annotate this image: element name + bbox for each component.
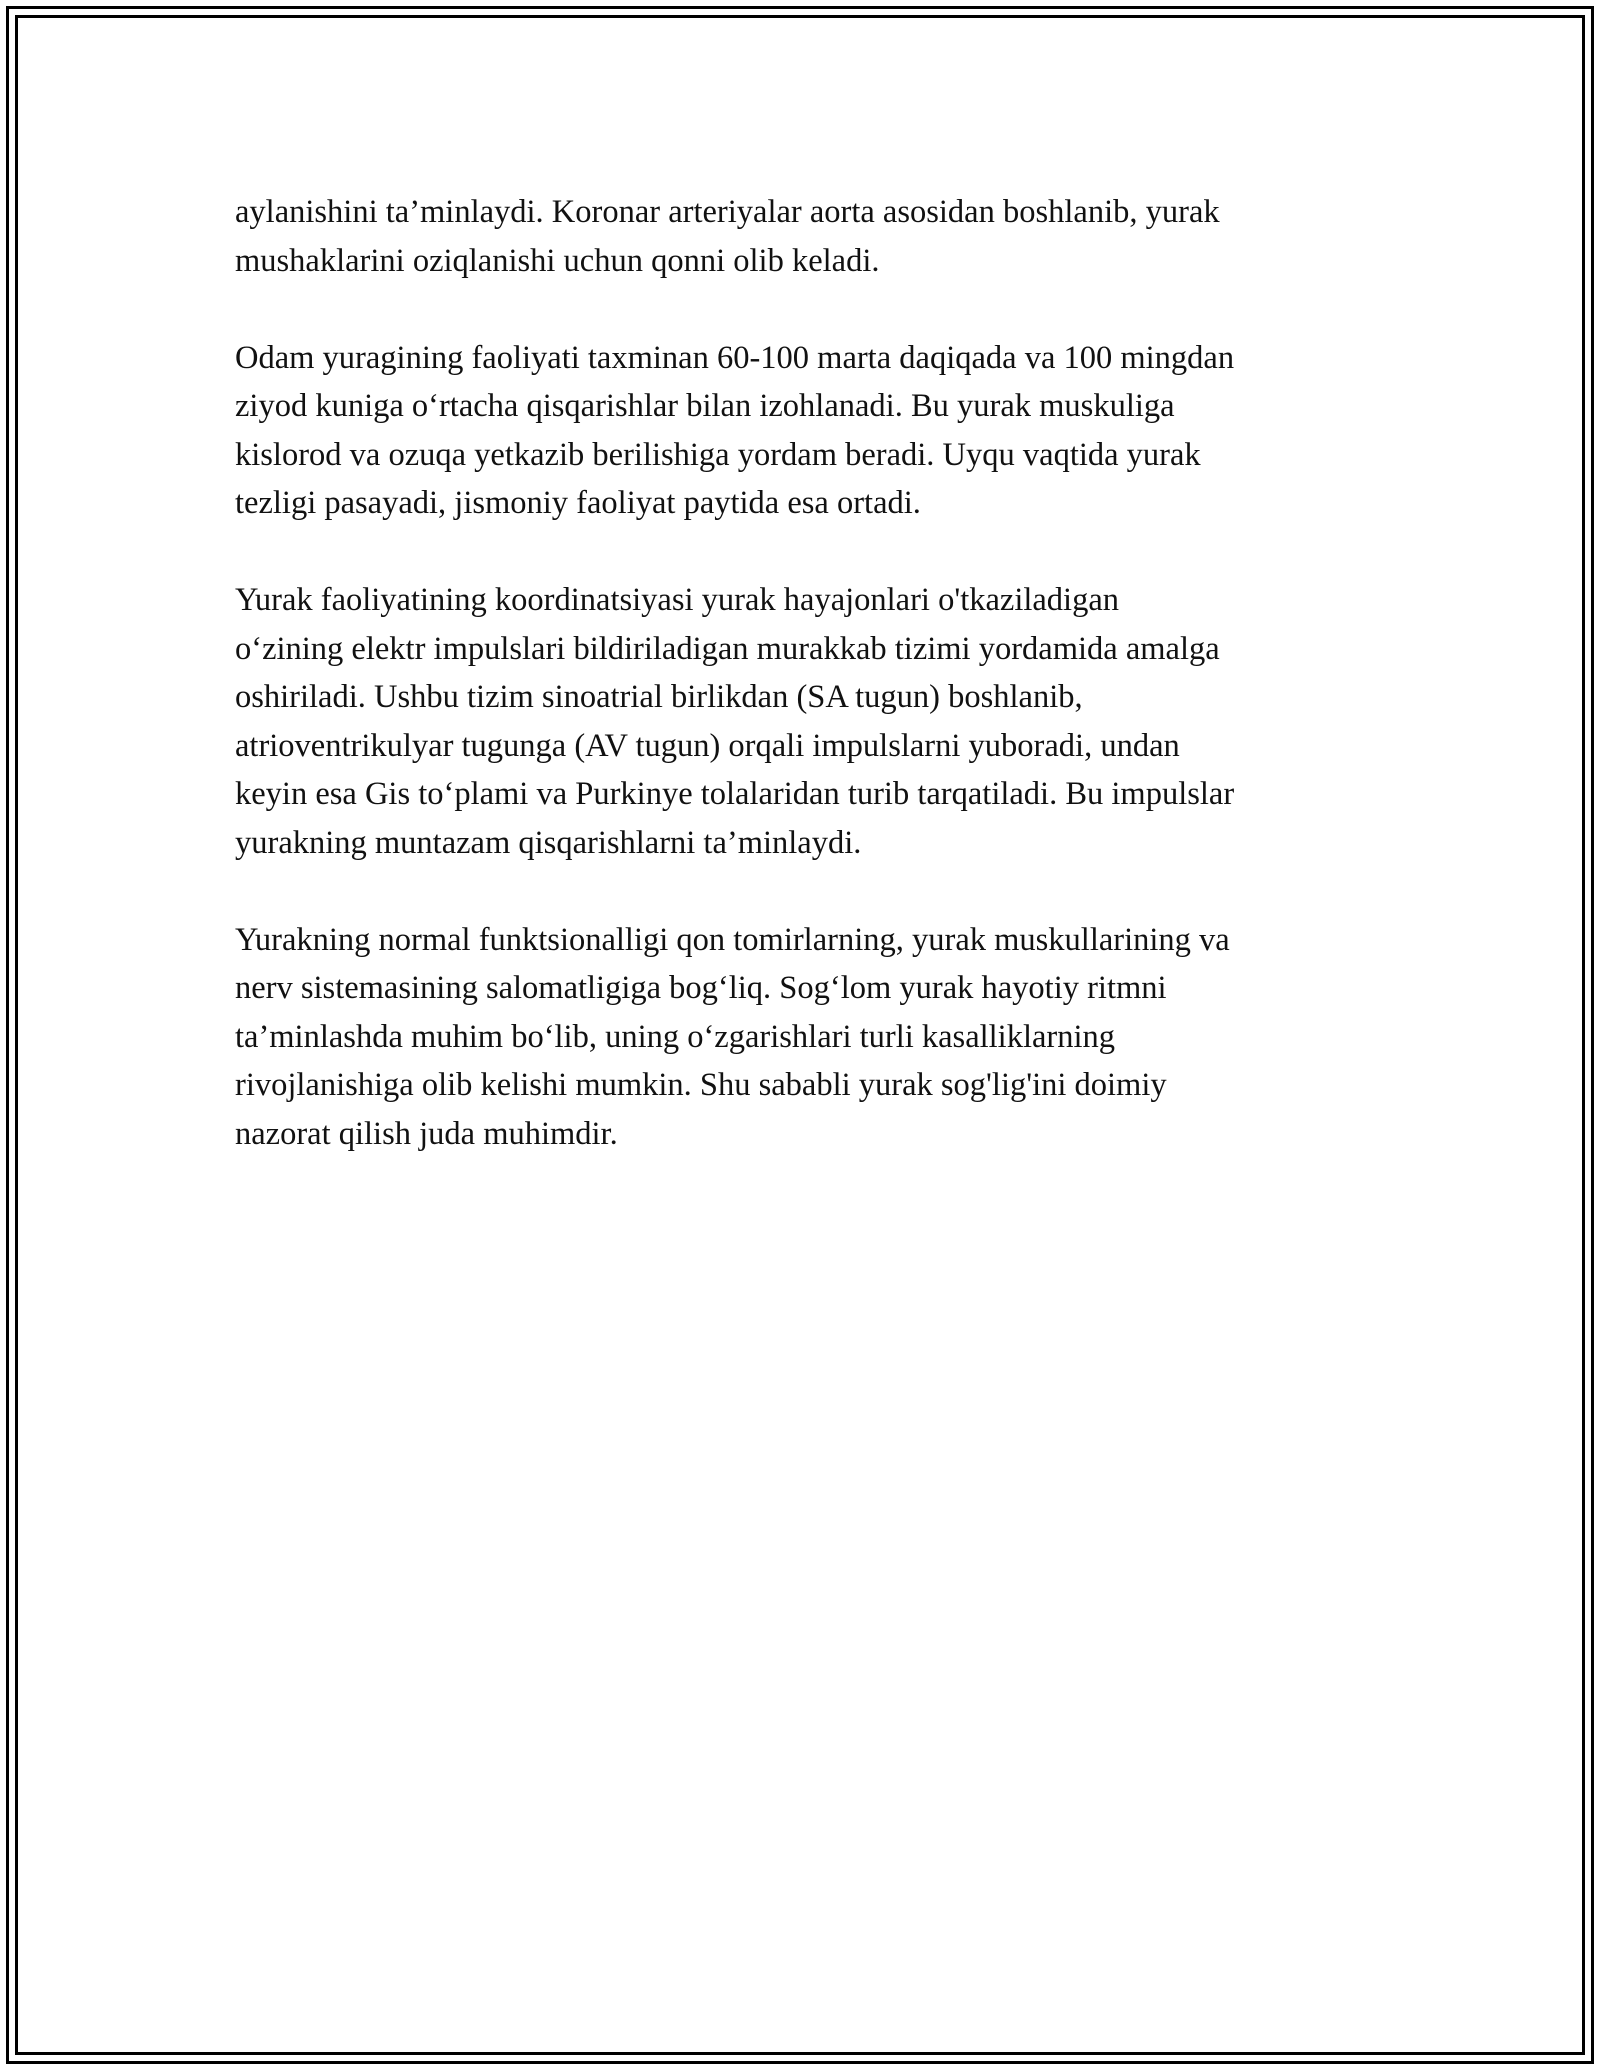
text-line: keyin esa Gis to‘plami va Purkinye tolalaridan turib tarqatiladi. Bu impulslar — [235, 776, 1235, 812]
text-line: ta’minlashda muhim bo‘lib, uning o‘zgarishlari turli kasalliklarning — [235, 1018, 1116, 1055]
text-line: Yurak faoliyatining koordinatsiyasi yurak hayajonlari o'tkaziladigan — [235, 582, 1120, 618]
text-line: rivojlanishiga olib kelishi mumkin. Shu sababli yurak sog'lig'ini doimiy — [235, 1067, 1167, 1103]
text-line: ziyod kuniga o‘rtacha qisqarishlar bilan izohlanadi. Bu yurak muskuliga — [235, 388, 1175, 424]
paragraph-heart-health — [235, 916, 1385, 1159]
text-line: o‘zining elektr impulslari bildiriladigan murakkab tizimi yordamida amalga — [235, 630, 1220, 667]
document-body — [235, 188, 1385, 1207]
text-line: Yurakning normal funktsionalligi qon tomirlarning, yurak muskullarining va — [235, 921, 1230, 958]
text-line: aylanishini ta’minlaydi. Koronar arteriyalar aorta asosidan boshlanib, yurak — [235, 194, 1220, 230]
paragraph-heart-rate — [235, 334, 1385, 528]
text-line: yurakning muntazam qisqarishlarni ta’minlaydi. — [235, 824, 862, 861]
paragraph-coronary-arteries — [235, 188, 1385, 285]
text-line: kislorod va ozuqa yetkazib berilishiga yordam beradi. Uyqu vaqtida yurak — [235, 436, 1201, 473]
text-line: Odam yuragining faoliyati taxminan 60-100 marta daqiqada va 100 mingdan — [235, 339, 1235, 376]
paragraph-conduction-system — [235, 576, 1385, 867]
text-line: nazorat qilish juda muhimdir. — [235, 1115, 618, 1152]
text-line: oshiriladi. Ushbu tizim sinoatrial birlikdan (SA tugun) boshlanib, — [235, 679, 1083, 715]
text-line: tezligi pasayadi, jismoniy faoliyat paytida esa ortadi. — [235, 485, 921, 521]
text-line: atrioventrikulyar tugunga (AV tugun) orqali impulslarni yuboradi, undan — [235, 727, 1180, 764]
text-line: mushaklarini oziqlanishi uchun qonni olib keladi. — [235, 242, 880, 279]
text-line: nerv sistemasining salomatligiga bog‘liq. Sog‘lom yurak hayotiy ritmni — [235, 970, 1167, 1006]
